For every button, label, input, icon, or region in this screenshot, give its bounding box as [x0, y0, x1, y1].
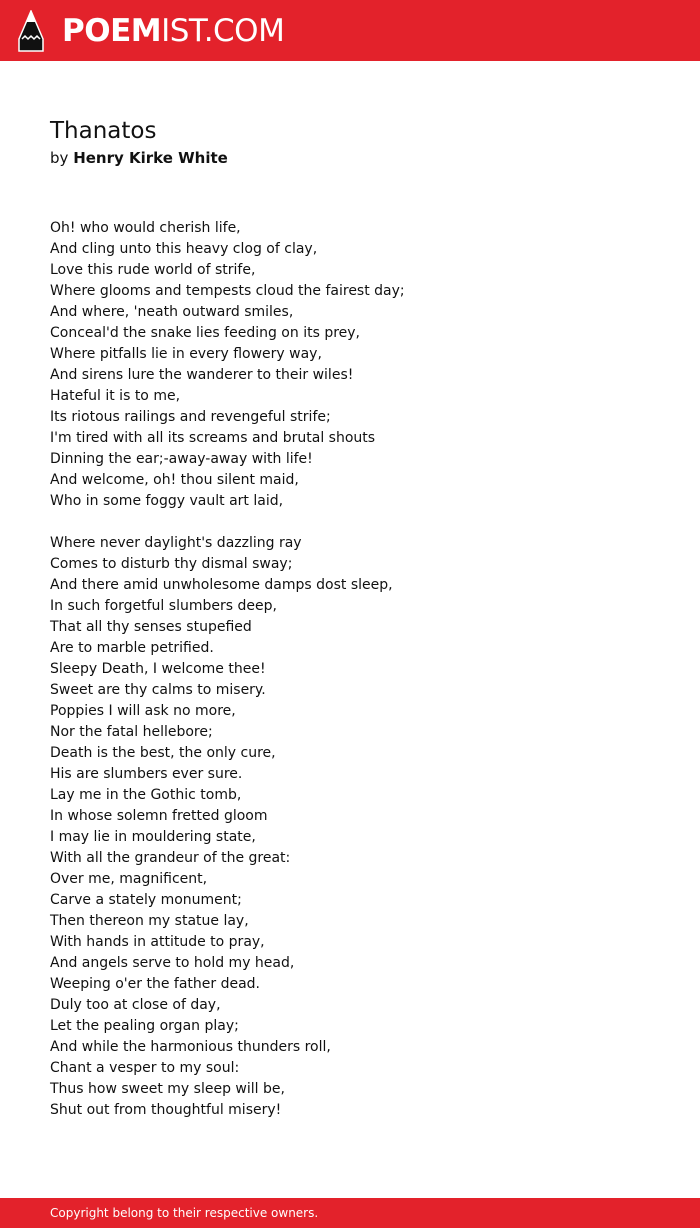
poem-line: Where glooms and tempests cloud the fairest day; [50, 283, 405, 299]
poem-line: I may lie in mouldering state, [50, 829, 256, 845]
poem-line: Thus how sweet my sleep will be, [50, 1081, 285, 1097]
poem-line: With all the grandeur of the great: [50, 850, 291, 866]
poem-title: Thanatos [50, 118, 157, 144]
poem-author: Henry Kirke White [73, 149, 228, 167]
copyright-text: Copyright belong to their respective owners. [50, 1206, 319, 1220]
logo-text-bold: POEM [62, 13, 162, 49]
poem-line: And sirens lure the wanderer to their wiles! [50, 367, 354, 383]
poem-line: Chant a vesper to my soul: [50, 1060, 240, 1076]
poem-line: Comes to disturb thy dismal sway; [50, 556, 293, 572]
poem-line: Its riotous railings and revengeful strife; [50, 409, 331, 425]
poem-line: Carve a stately monument; [50, 892, 242, 908]
poem-line: Nor the fatal hellebore; [50, 724, 213, 740]
poem-line: Hateful it is to me, [50, 388, 181, 404]
poem-line: Lay me in the Gothic tomb, [50, 787, 242, 803]
poem-line: Over me, magnificent, [50, 871, 208, 887]
poem-line: Poppies I will ask no more, [50, 703, 236, 719]
poem-line: Weeping o'er the father dead. [50, 976, 260, 992]
poem-line: Then thereon my statue lay, [50, 913, 249, 929]
poem-line: Shut out from thoughtful misery! [50, 1102, 282, 1118]
poem-line: And angels serve to hold my head, [50, 955, 295, 971]
poem-line: Love this rude world of strife, [50, 262, 256, 278]
poem-stanza [50, 218, 670, 512]
poem-line: And cling unto this heavy clog of clay, [50, 241, 318, 257]
poem-line: Sweet are thy calms to misery. [50, 682, 266, 698]
poem-line: In such forgetful slumbers deep, [50, 598, 277, 614]
poem-line: Dinning the ear;-away-away with life! [50, 451, 313, 467]
pencil-tip-icon[interactable] [18, 10, 44, 52]
poem-line: Let the pealing organ play; [50, 1018, 239, 1034]
poem-stanza [50, 533, 670, 1121]
poem-line: Oh! who would cherish life, [50, 220, 241, 236]
site-logo[interactable] [62, 11, 284, 51]
byline-label: by [50, 149, 69, 167]
poem-line: In whose solemn fretted gloom [50, 808, 268, 824]
poem-line: Sleepy Death, I welcome thee! [50, 661, 266, 677]
poem-line: With hands in attitude to pray, [50, 934, 265, 950]
poem-line: Who in some foggy vault art laid, [50, 493, 284, 509]
site-footer [0, 1198, 700, 1228]
poem-line: Where never daylight's dazzling ray [50, 535, 302, 551]
poem-line: Where pitfalls lie in every flowery way, [50, 346, 322, 362]
poem-line: And where, 'neath outward smiles, [50, 304, 294, 320]
poem-line: That all thy senses stupefied [50, 619, 252, 635]
poem-line: His are slumbers ever sure. [50, 766, 243, 782]
poem-body [50, 218, 670, 1142]
poem-line: Death is the best, the only cure, [50, 745, 276, 761]
poem-line: Duly too at close of day, [50, 997, 221, 1013]
poem-line: I'm tired with all its screams and brutal shouts [50, 430, 376, 446]
poem-line: And while the harmonious thunders roll, [50, 1039, 331, 1055]
poem-line: Conceal'd the snake lies feeding on its prey, [50, 325, 360, 341]
site-header [0, 0, 700, 61]
poem-byline [50, 148, 228, 169]
logo-text-light: IST.COM [161, 13, 285, 49]
poem-line: And welcome, oh! thou silent maid, [50, 472, 299, 488]
poem-line: And there amid unwholesome damps dost sleep, [50, 577, 393, 593]
poem-line: Are to marble petrified. [50, 640, 214, 656]
